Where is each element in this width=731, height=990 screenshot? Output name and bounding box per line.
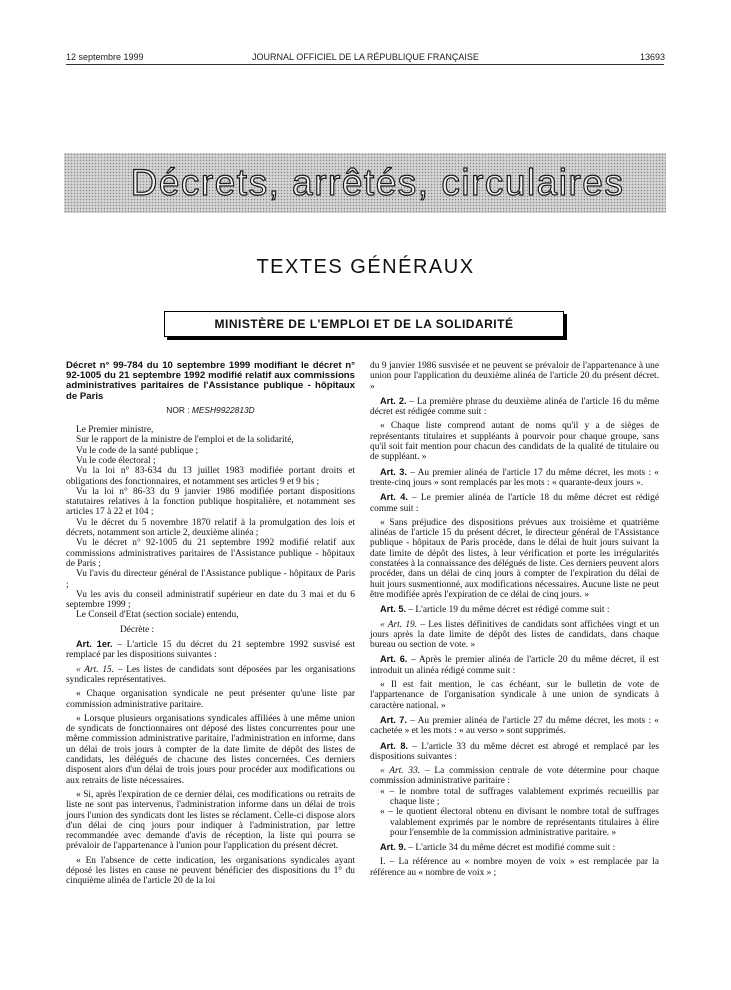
decree-title: Décret n° 99-784 du 10 septembre 1999 modifiant le décret n° 92-1005 du 21 septembre 1992 modifié relatif aux commissions administratives paritaires de l'Assistance publique - hôpitaux de Paris: [66, 360, 355, 402]
article-2: [370, 396, 659, 418]
article-15-text: – Les listes de candidats sont déposées par les organisations syndicales représentatives.: [66, 664, 355, 685]
preamble-line: Vu les avis du conseil administratif supérieur en date du 3 mai et du 6 septembre 1999 ;: [66, 589, 355, 611]
article-19-text: – Les listes définitives de candidats sont affichées vingt et un jours après la date limite de dépôt des listes de candidats, dans chaque bureau ou section de vote. »: [370, 619, 660, 651]
nor-code: MESH9922813D: [191, 404, 255, 415]
article-3-label: Art. 3.: [380, 466, 407, 477]
article-4: [370, 492, 659, 514]
article-2-quote: « Chaque liste comprend autant de noms qu'il y a de sièges de représentants titulaires et suppléants à pourvoir pour chaque groupe, sans qu'il soit fait mention pour chacun des candidats de la qualité de titulaire ou de suppléant. »: [370, 421, 659, 463]
ministry-box: [164, 311, 564, 337]
article-19-label: « Art. 19.: [380, 619, 418, 630]
article-4-quote: « Sans préjudice des dispositions prévues aux troisième et quatrième alinéas de l'article 15 du présent décret, le directeur général de l'Assistance publique - hôpitaux de Paris procède, dans le délai de huit jours suivant la date limite de dépôt des listes, à leur vérification et porte les irrégularités constatées à la connaissance des délégués de liste. Ces derniers peuvent alors procéder, dans un délai de cinq jours à compter de l'expiration du délai de huit jours susmentionné, aux modifications nécessaires. Aucune liste ne peut être modifiée après l'expiration de ce délai de cinq jours. »: [370, 517, 659, 600]
preamble-line: Vu la loi n° 86-33 du 9 janvier 1986 modifiée portant dispositions statutaires relatives à la fonction publique hospitalière, et notamment ses articles 17 à 22 et 104 ;: [66, 486, 355, 518]
article-8-text: – L'article 33 du même décret est abrogé et remplacé par les dispositions suivantes :: [370, 741, 660, 762]
article-33-label: « Art. 33.: [380, 766, 421, 777]
article-3: [370, 467, 659, 489]
article-6-label: Art. 6.: [380, 654, 408, 665]
header-page-number: 13693: [639, 52, 665, 62]
article-15-paragraph: « Lorsque plusieurs organisations syndicales affiliées à une même union de syndicats de fonctionnaires ont déposé des listes concurrentes pour une même commission administrative paritaire, l'administration en informe, dans un délai de trois jours à compter de la date limite de dépôt des listes de candidats, les délégués de chacune des listes concernées. Ces derniers disposent alors d'un délai de trois jours pour procéder aux modifications ou aux retraits de liste nécessaires.: [66, 713, 355, 786]
list-item: « – le nombre total de suffrages valablement exprimés recueillis par chaque liste ;: [380, 786, 659, 807]
article-15-paragraph: « Chaque organisation syndicale ne peut présenter qu'une liste par commission administrative paritaire.: [66, 689, 355, 710]
article-33-text: – La commission centrale de vote détermine pour chaque commission administrative paritaire :: [370, 766, 659, 787]
nor-line: [66, 405, 355, 415]
article-3-text: – Au premier alinéa de l'article 17 du même décret, les mots : « trente-cinq jours » sont remplacés par les mots : « quarante-deux jours ».: [370, 467, 659, 488]
article-5-label: Art. 5.: [380, 604, 407, 615]
header-divider: [66, 64, 664, 65]
article-15-paragraph: « Si, après l'expiration de ce dernier délai, ces modifications ou retraits de liste ne sont pas intervenus, l'administration informe dans un délai de trois jours l'union des syndicats dont les listes se réclament. Celle-ci dispose alors d'un délai de cinq jours pour indiquer à l'administration, par lettre recommandée avec demande d'avis de réception, la liste qui pourra se prévaloir de l'appartenance à l'union pour l'application du présent décret.: [66, 789, 355, 852]
article-7-label: Art. 7.: [380, 714, 407, 725]
right-column: [370, 361, 659, 878]
article-6-quote: « Il est fait mention, le cas échéant, sur le bulletin de vote de l'appartenance de l'organisation syndicale à une union de syndicats à caractère national. »: [370, 680, 659, 711]
preamble-line: Vu le code de la santé publique ;: [76, 445, 199, 456]
article-19-quote: [370, 620, 659, 651]
left-column: [66, 361, 355, 887]
article-15-paragraph: « En l'absence de cette indication, les organisations syndicales ayant déposé les listes en cause ne peuvent bénéficier des dispositions du 1° du cinquième alinéa de l'article 20 de la loi: [66, 855, 355, 887]
article-1-label: Art. 1er.: [76, 639, 113, 650]
article-9: [370, 842, 659, 853]
article-6-text: – Après le premier alinéa de l'article 20 du même décret, il est introduit un alinéa rédigé comme suit :: [370, 655, 660, 676]
article-5-text: – L'article 19 du même décret est rédigé comme suit :: [408, 605, 610, 616]
article-15-quote: [66, 665, 355, 686]
article-9-text: – L'article 34 du même décret est modifié comme suit :: [408, 843, 616, 854]
preamble-line: Vu le décret du 5 novembre 1870 relatif à la promulgation des lois et décrets, notamment son article 2, deuxième alinéa ;: [66, 517, 355, 539]
article-4-label: Art. 4.: [380, 492, 408, 503]
preamble-line: Le Premier ministre,: [76, 425, 154, 436]
article-5: [370, 604, 659, 615]
article-1: [66, 639, 355, 661]
article-1-text: – L'article 15 du décret du 21 septembre 1992 susvisé est remplacé par les dispositions suivantes :: [66, 640, 355, 661]
header-date: 12 septembre 1999: [66, 52, 144, 62]
preamble-line: Vu l'avis du directeur général de l'Assistance publique - hôpitaux de Paris ;: [66, 569, 355, 590]
article-4-text: – Le premier alinéa de l'article 18 du même décret est rédigé comme suit :: [370, 493, 659, 514]
article-15-label: « Art. 15.: [76, 664, 115, 675]
article-2-label: Art. 2.: [380, 395, 407, 406]
section-banner: [64, 153, 666, 213]
article-9-label: Art. 9.: [380, 842, 407, 853]
section-title: TEXTES GÉNÉRAUX: [256, 256, 475, 278]
nor-label: NOR :: [166, 404, 190, 415]
header-journal-title: JOURNAL OFFICIEL DE LA RÉPUBLIQUE FRANÇAISE: [252, 52, 479, 62]
list-item: « – le quotient électoral obtenu en divisant le nombre total de suffrages valablement exprimés par le nombre de représentants titulaires à élire pour l'ensemble de la commission administrative paritaire. »: [380, 807, 659, 838]
preamble-line: Sur le rapport de la ministre de l'emploi et de la solidarité,: [76, 435, 294, 446]
ministry-name: MINISTÈRE DE L'EMPLOI ET DE LA SOLIDARITÉ: [214, 317, 514, 331]
article-8: [370, 741, 659, 763]
article-8-label: Art. 8.: [380, 740, 408, 751]
decrete-line: Décrète :: [120, 624, 155, 635]
article-9-item: I. – La référence au « nombre moyen de voix » est remplacée par la référence au « nombre de voix » ;: [370, 857, 659, 878]
article-7: [370, 715, 659, 737]
banner-title: Décrets, arrêtés, circulaires: [130, 162, 625, 203]
article-7-text: – Au premier alinéa de l'article 27 du même décret, les mots : « cachetée » et les mots : « au verso » sont supprimés.: [370, 715, 659, 737]
article-2-text: – La première phrase du deuxième alinéa de l'article 16 du même décret est rédigée comme suit :: [370, 396, 659, 418]
continuation-text: du 9 janvier 1986 susvisée et ne peuvent se prévaloir de l'appartenance à une union pour l'application du deuxième alinéa de l'article 20 du présent décret. »: [370, 361, 659, 392]
preamble-line: Vu le décret n° 92-1005 du 21 septembre 1992 modifié relatif aux commissions administratives paritaires de l'Assistance publique - hôpitaux de Paris ;: [66, 538, 355, 569]
preamble-line: Vu le code électoral ;: [76, 456, 156, 466]
article-33-quote: [370, 766, 659, 787]
preamble-line: Le Conseil d'Etat (section sociale) entendu,: [76, 610, 239, 621]
preamble-line: Vu la loi n° 83-634 du 13 juillet 1983 modifiée portant droits et obligations des fonctionnaires, et notamment ses articles 9 et 9 bis ;: [66, 466, 355, 487]
article-6: [370, 654, 659, 676]
